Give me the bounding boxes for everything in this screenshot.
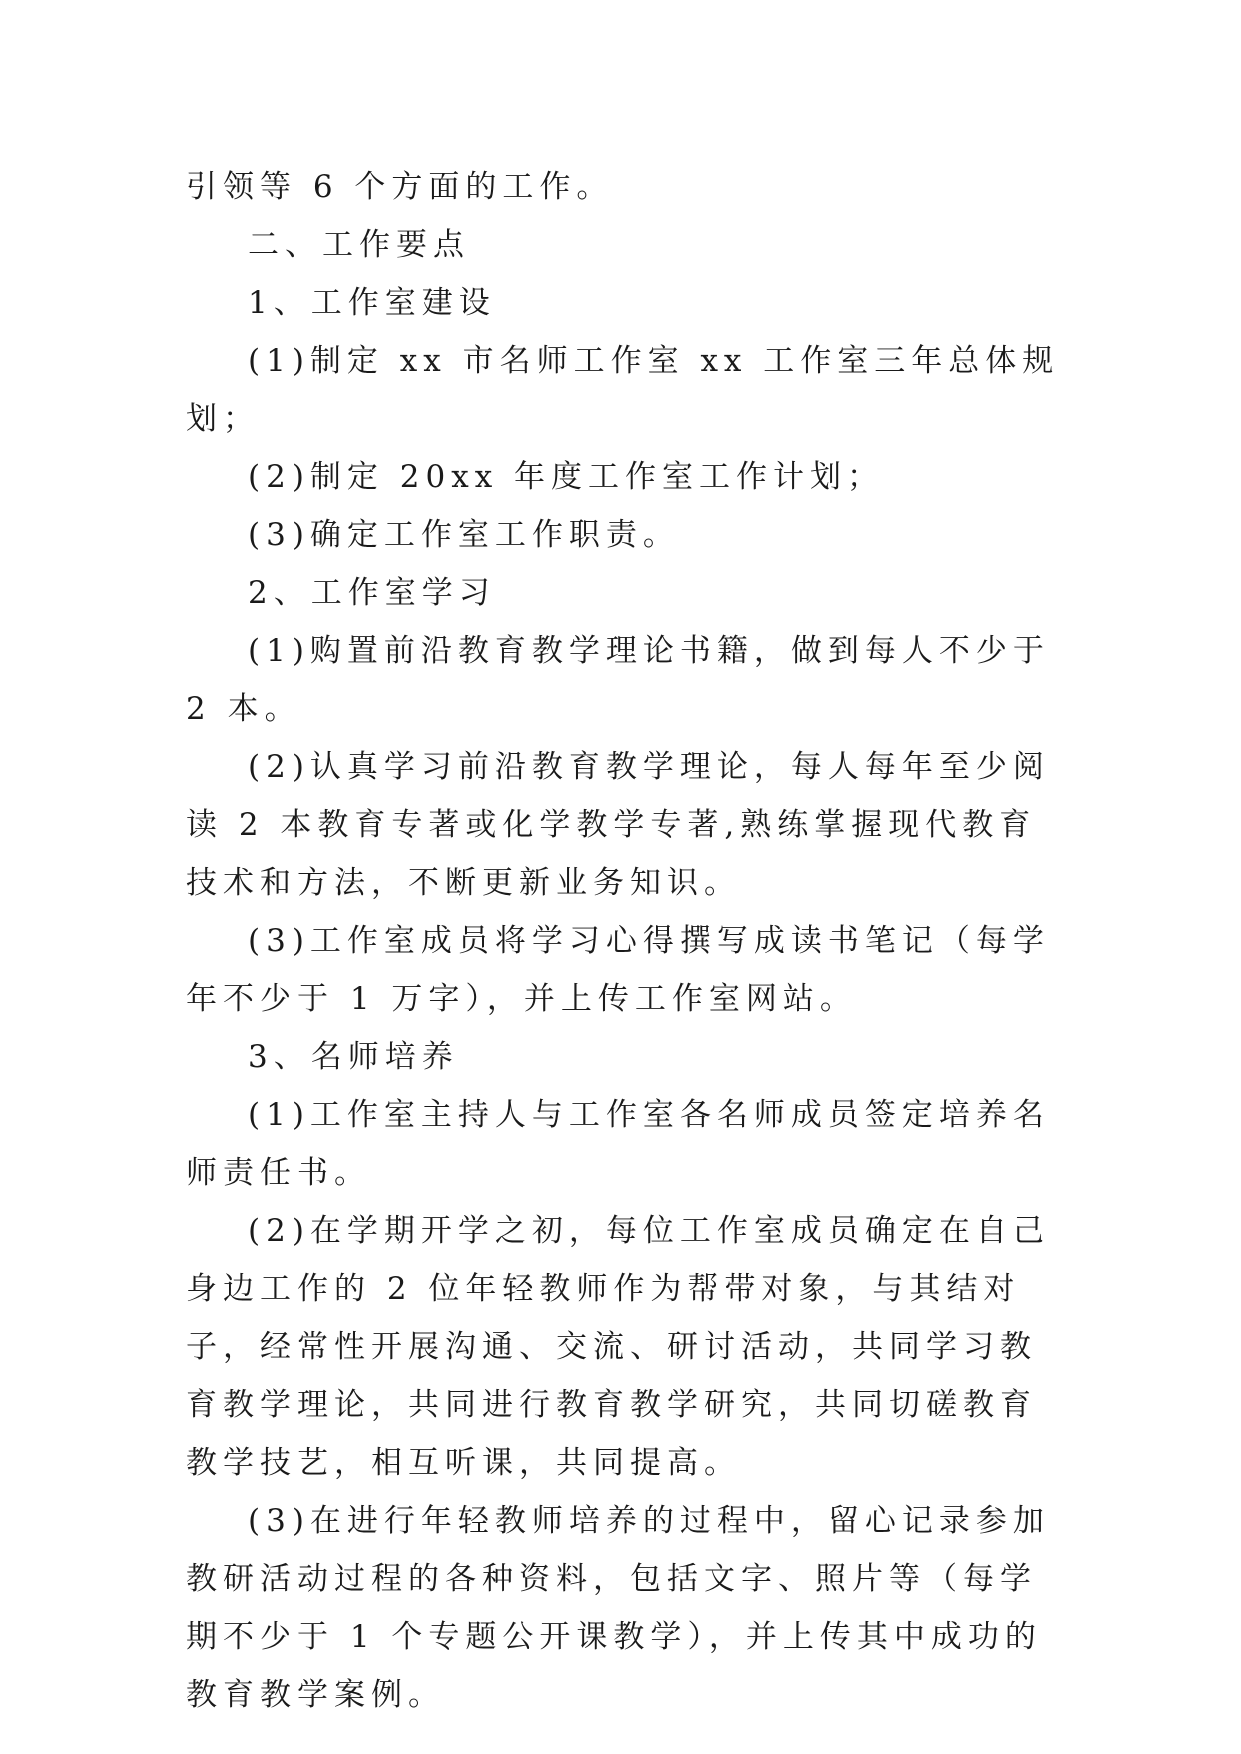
subheading-studio-study: 2、工作室学习 [248, 575, 496, 611]
list-item: (1)工作室主持人与工作室各名师成员签定培养名师责任书。 [186, 1097, 1050, 1191]
list-item: (3)在进行年轻教师培养的过程中，留心记录参加教研活动过程的各种资料，包括文字、照片等（每学期不少于 1 个专题公开课教学），并上传其中成功的教育教学案例。 [186, 1503, 1050, 1713]
subheading-teacher-training: 3、名师培养 [248, 1039, 459, 1075]
paragraph-continuation: 引领等 6 个方面的工作。 [186, 169, 614, 205]
list-item: (3)确定工作室工作职责。 [248, 517, 680, 553]
list-item: (1)购置前沿教育教学理论书籍，做到每人不少于 2 本。 [186, 633, 1050, 727]
subheading-studio-construction: 1、工作室建设 [248, 285, 496, 321]
list-item: (2)制定 20xx 年度工作室工作计划； [248, 459, 885, 495]
section-heading-work-points: 二、工作要点 [248, 227, 470, 263]
document-body [186, 158, 1066, 1724]
list-item: (1)制定 xx 市名师工作室 xx 工作室三年总体规划； [186, 343, 1060, 437]
list-item: (2)在学期开学之初，每位工作室成员确定在自己身边工作的 2 位年轻教师作为帮带对象，与其结对子，经常性开展沟通、交流、研讨活动，共同学习教育教学理论，共同进行教育教学研究，共同切磋教育教学技艺，相互听课，共同提高。 [186, 1213, 1050, 1481]
list-item: (2)认真学习前沿教育教学理论，每人每年至少阅读 2 本教育专著或化学教学专著,熟练掌握现代教育技术和方法，不断更新业务知识。 [186, 749, 1050, 901]
list-item: (3)工作室成员将学习心得撰写成读书笔记（每学年不少于 1 万字），并上传工作室网站。 [186, 923, 1050, 1017]
